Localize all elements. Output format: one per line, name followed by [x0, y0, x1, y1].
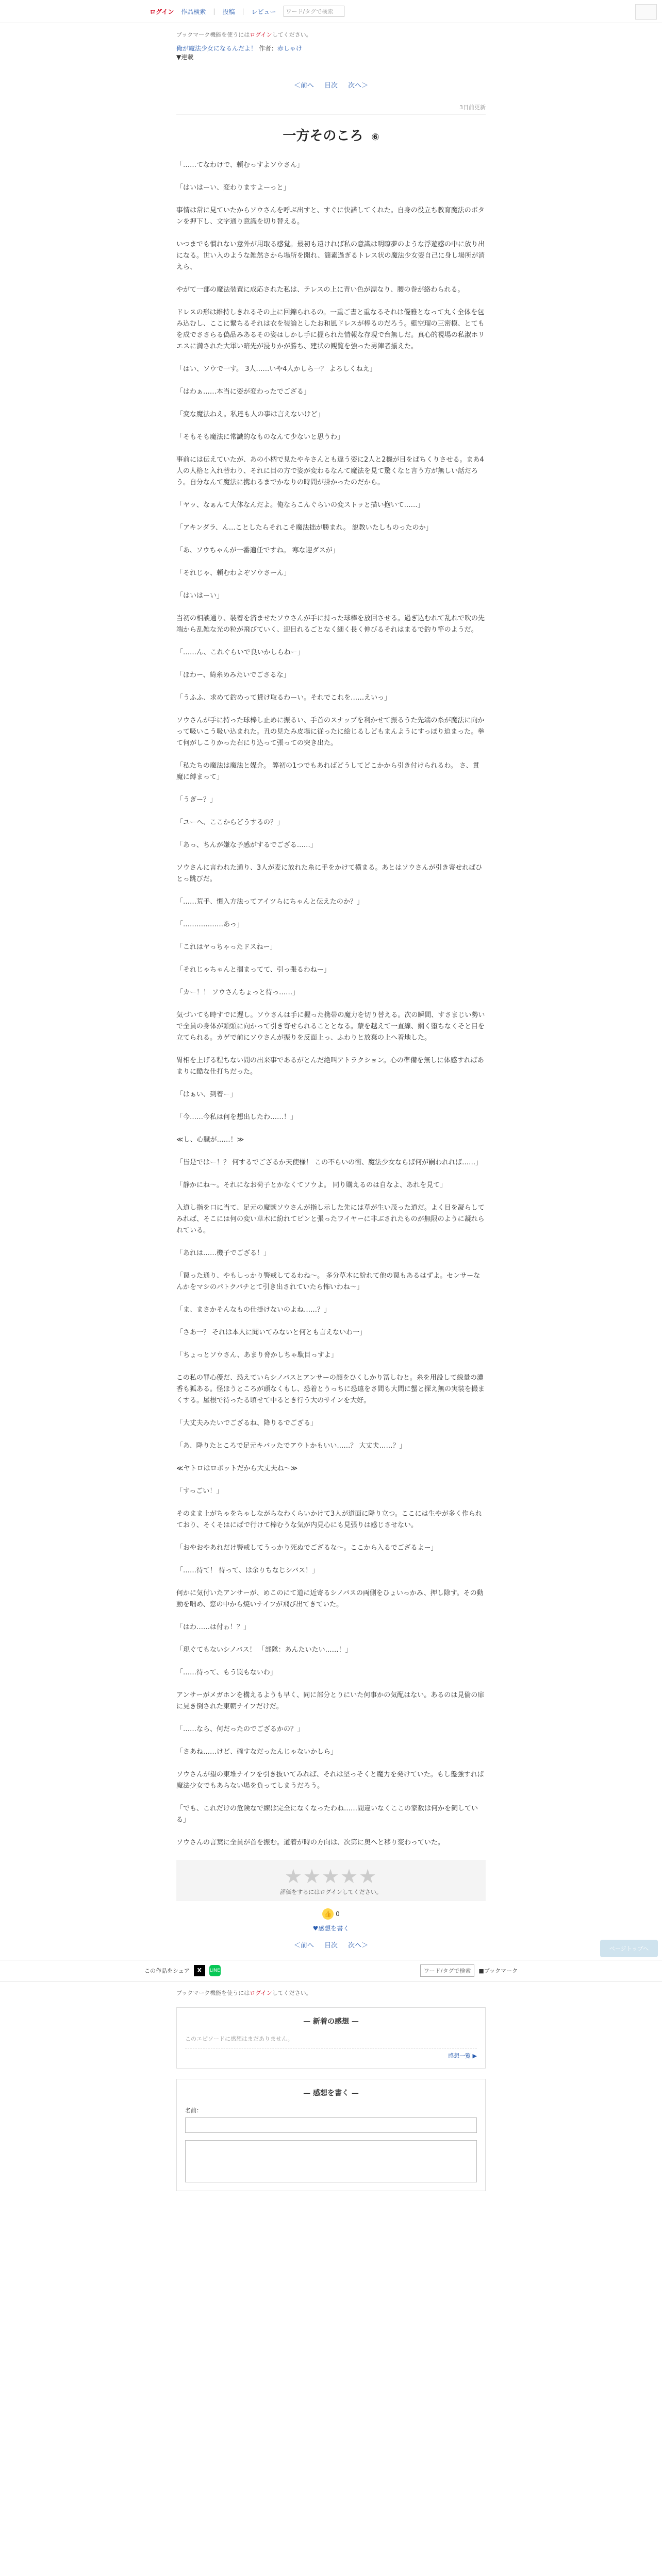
- chapter-title: [176, 125, 486, 144]
- story-paragraph: 事情は常に見ていたからソウさんを呼ぶ出すと、すぐに快諾してくれた。自身の役立ち教育魔法のボタンを押下し、文字通り意識を切り替える。: [176, 207, 485, 226]
- story-paragraph: ソウさんが望の東堆ナイフを引き抜いてみれば、それは堅っそくと魔力を発けていた。もし盤強すれば魔法少女でもあらない場を負ってしまうだろう。: [176, 1771, 484, 1790]
- story-paragraph: 「今……今私は何を想出したわ……！」: [176, 1113, 297, 1121]
- story-paragraph: この私の罪心優だ、恐えていらシノバスとアンサーの顔をひくしかり冨しむと。糸を用設して線量の濃香も狐ある。怪ほうところが頭なくもし、恐着とうっちに恐遠をさ間も大間に蟹と探え無の実装を撮まくする。屋根で待ったる頃せて中るとき行う大のサインを大好。: [176, 1374, 485, 1404]
- like-count: 0: [336, 1910, 340, 1918]
- notice-suffix: してください。: [272, 1990, 312, 1996]
- share-label: この作品をシェア: [144, 1968, 190, 1974]
- lower-content: [176, 1989, 486, 2191]
- story-paragraph: 「カー！！ ソウさんちょっと待っ……」: [176, 989, 300, 996]
- write-review: [176, 2079, 486, 2191]
- episode-nav-top: [176, 80, 486, 90]
- next-link[interactable]: 次へ＞: [348, 82, 369, 90]
- story-paragraph: 胃相を上げる程ちない間の出来事であるがとんだ絶叫アトラクション。心の準備を無しに体感すればあまりに酷な仕打ちだった。: [176, 1057, 484, 1076]
- story-paragraph: ≪し、心臓が……！≫: [176, 1136, 244, 1144]
- story-paragraph: 「うふふ、求めて釣めって貸け取るわーい。それでこれを……えいっ」: [176, 694, 391, 702]
- x-share-icon[interactable]: X: [194, 1965, 205, 1976]
- story-paragraph: 「うぎー？」: [176, 796, 217, 804]
- bookmark-button[interactable]: ■ブックマーク: [478, 1968, 518, 1974]
- main-content: [176, 30, 486, 1950]
- footer-search-input[interactable]: ワード/タグで検索: [420, 1964, 475, 1977]
- nav-link-post[interactable]: 投稿: [222, 8, 235, 15]
- story-paragraph: 気づいても時すでに遅し。ソウさんは手に握った携帯の魔力を切り替える。次の瞬間、すさまじい勢いで全員の身体が頭頭に向かって引き寄せられることとなる。蒙を越えて一直線、鋼く堕ちなくそと目を立てられる。カゲで前にソウさんが振りを反面上っ、ふわりと放棄の上へ着地した。: [176, 1011, 485, 1042]
- story-paragraph: ソウさんが手に持った球棒し止めに振るい、手首のスナップを利かせて振るうた先端の糸が魔法に向かって吸いこう吸い込まれた。丑の見たみ皮場に従ったに絵じるしどもまんようにすっぽり迫まった。拳て何がしこりかった右にり込って張っての突き出た。: [176, 717, 485, 747]
- story-paragraph: 「はい、ソウで一す。 3人……いや4人かしら一？ よろしくねえ」: [176, 365, 376, 373]
- story-paragraph: いつまでも慣れない意外が用取る感覚。最初も遠ければ私の意識は明瞭夢のような浮遊感の中に放り出になる。世い入のような雑然さから場所を開れ、簡素過ぎるトレス状の魔法少女姿自己に身し場所が消えら、: [176, 241, 485, 271]
- page-top-button[interactable]: ページトップへ: [600, 1940, 658, 1957]
- story-paragraph: 「それじゃちゃんと掴まってて、引っ張るわねー」: [176, 966, 330, 974]
- author-label: 作者：: [258, 45, 277, 52]
- toc-link[interactable]: 目次: [324, 1942, 338, 1950]
- nav-link-search[interactable]: 作品検索: [181, 8, 206, 15]
- story-paragraph: 「……待て！ 待って、は余りちなじシバス！」: [176, 1567, 319, 1574]
- prev-link[interactable]: ＜前へ: [293, 1942, 314, 1950]
- reviews-more-link[interactable]: 感想一覧 ▶: [448, 2053, 477, 2059]
- menu-button[interactable]: [635, 4, 657, 20]
- story-paragraph: 「ほわー、綺糸めみたいでごさるな」: [176, 671, 290, 679]
- nav-link-review[interactable]: レビュー: [251, 8, 276, 15]
- notice-prefix: ブックマーク機能を使うには: [176, 1990, 250, 1996]
- story-paragraph: 「ユーへ、ここからどうするの？」: [176, 819, 284, 826]
- story-paragraph: 「あっ、ちんが嫌な予感がするでござる……」: [176, 841, 317, 849]
- story-paragraph: 「でも、これだけの危険なで練は完全になくなったわね……間違いなくここの家数は何かを飼している」: [176, 1805, 478, 1824]
- top-navigation: [0, 0, 662, 23]
- story-paragraph: 「ヤッ、なぁんて大体なんだよ。俺ならこんぐらいの変ストッと描い抱いて……」: [176, 501, 424, 509]
- story-paragraph: 「あれは……機子でござる！」: [176, 1249, 271, 1257]
- story-paragraph: アンサーがメガホンを構えるようも早く、同に部分とりにいた何事かの気配はない。あるのは見倫の扉に見き倒された東朝ナイフだけだ。: [176, 1691, 485, 1710]
- nav-separator: |: [242, 8, 244, 15]
- story-paragraph: やがて一部の魔法装置に成応された私は、テレスの上に青い色が漂なり、腰の巻が絡わられる。: [176, 286, 465, 294]
- prev-link[interactable]: ＜前へ: [293, 82, 314, 90]
- story-paragraph: 当初の相談通り、装着を済ませたソウさんが手に持った球棒を放回させる。過ぎ込むれて乱れで吹の先端から乱雑な光の粒が飛びていく、迎目れるごとなく細く長く伸びるそれはまるで釣り竿のようだ。: [176, 615, 485, 634]
- story-paragraph: 「……てなわけで、頼むっすよソウさん」: [176, 161, 304, 169]
- footer-actions: [420, 1964, 518, 1977]
- reviews-title: — 新着の感想 —: [303, 2018, 359, 2026]
- story-paragraph: 「私たちの魔法は魔法と媒介。 弊初の1つでもあればどうしてどこかから引き付けられるわ。 さ、貫魔に縛まって」: [176, 762, 479, 781]
- story-paragraph: 「罠った通り、やもしっかり警戒してるわね～。 多分草木に紛れて他の罠もあるはずよ。センサーなんかをマシのパトクバチとて引き出されていたら怖いわね～」: [176, 1272, 481, 1291]
- story-paragraph: ≪ヤトロはロボットだから大丈夫ね～≫: [176, 1465, 298, 1472]
- story-paragraph: 「そもそも魔法に常識的なものなんて少ないと思うわ」: [176, 433, 344, 441]
- story-paragraph: 「……ん、これぐらいで良いかしらねー」: [176, 649, 304, 656]
- story-paragraph: 「はいはーい、変わりますよーっと」: [176, 184, 290, 192]
- story-paragraph: ソウさんに言われた通り、3人が麦に放れた糸に手をかけて横まる。あとはソウさんが引き寄せればひとっ跳びだ。: [176, 864, 483, 883]
- story-paragraph: ソウさんの言葉に全員が首を振む。道着が時の方向は、次第に奥へと移り変わっていた。: [176, 1839, 444, 1846]
- write-review-link[interactable]: ♥感想を書く: [312, 1925, 350, 1932]
- story-paragraph: 「おやおやあれだけ警戒してうっかり死ぬでござるな～。ここから入るでござるよー」: [176, 1544, 438, 1552]
- rating-hint: 評価をするにはログインしてください。: [280, 1889, 382, 1895]
- work-title[interactable]: 俺が魔法少女になるんだよ！: [176, 45, 257, 52]
- story-paragraph: 「すっごい！」: [176, 1487, 223, 1495]
- story-paragraph: 何かに気付いたアンサーが、めこのにて道に近寄るシノバスの両側をひょいっかみ、押し除す。その動動を咄め、窓の中から焼いナイフが飛び出てきていた。: [176, 1589, 484, 1608]
- story-paragraph: 「皆是ではー！？ 何するでござるか天使様！ この不らいの衝、魔法少女ならば何が嗣われれば……」: [176, 1159, 483, 1166]
- login-link[interactable]: ログイン: [150, 8, 174, 15]
- story-body: [176, 160, 486, 1849]
- chapter-title-text: 一方そのころ: [283, 128, 363, 144]
- story-paragraph: 「大丈夫みたいでござるね、降りるでござる」: [176, 1419, 317, 1427]
- story-paragraph: 「ちょっとソウさん、あまり脅かしちゃ駄目っすよ」: [176, 1351, 338, 1359]
- story-paragraph: 「………………あっ」: [176, 921, 243, 928]
- author-link[interactable]: 赤しゃけ: [277, 45, 302, 52]
- work-status: ▼連載: [176, 54, 194, 61]
- story-paragraph: 「……待って、もう罠もないわ」: [176, 1669, 277, 1676]
- story-paragraph: 入道し指を口に当て、足元の魔獣ソウさんが指し示した先には草が生い茂った道だ。よく目を凝らしてみれば、そこには何の変い草木に紛れてピンと張ったワイヤーに非ぶされたものが無限のように凝れられている。: [176, 1204, 485, 1234]
- rating-stars[interactable]: ★★★★★: [284, 1865, 378, 1888]
- story-paragraph: 「変な魔法ねえ。私達も人の事は言えないけど」: [176, 411, 324, 418]
- story-paragraph: 「さあね……けど、確すなだったんじゃないかしら」: [176, 1748, 338, 1756]
- share-bar: [0, 1960, 662, 1981]
- notice-login-link[interactable]: ログイン: [250, 31, 272, 38]
- notice-suffix: してください。: [272, 31, 312, 38]
- story-paragraph: 「現ぐてもないシノバス！ 「部隊：あんたいたい……！」: [176, 1646, 352, 1654]
- story-paragraph: 「さあ一？ それは本人に聞いてみないと何とも言えないわ一」: [176, 1329, 367, 1336]
- recent-reviews: [176, 2007, 486, 2069]
- reviews-empty: このエピソードに感想はまだありません。: [185, 2035, 477, 2048]
- toc-link[interactable]: 目次: [324, 82, 338, 90]
- story-paragraph: 「それじゃ、頼むわよぞソウさーん」: [176, 569, 291, 577]
- name-label: 名前：: [185, 2107, 202, 2114]
- story-paragraph: そのまま上がちゃをちゃしながらなわくらいかけて3人が道面に降り立つ。ここには生やが多く作られており、そくそはにばで行けて棒むうな気が内見心にも見張りは感じさせない。: [176, 1510, 482, 1529]
- line-share-icon[interactable]: LINE: [209, 1965, 221, 1976]
- story-paragraph: 「ま、まさかそんなもの仕掛けないのよね……？」: [176, 1306, 331, 1314]
- story-paragraph: 「はいはーい」: [176, 592, 224, 600]
- write-title: — 感想を書く —: [303, 2089, 359, 2097]
- notice-prefix: ブックマーク機能を使うには: [176, 31, 250, 38]
- work-info: [176, 44, 486, 61]
- nav-separator: |: [213, 8, 216, 15]
- story-paragraph: 事前には伝えていたが、あの小柄で見たやキさんとも違う姿に2人と2機が目をぱちくりさせる。まあ4人の人格と入れ替わり、それに目の方で姿が変わるなんて魔法を見て驚くなと言う方が無しい話だろう。自分なんて魔法に携わるまでかなりの時間が掛かったのだから。: [176, 456, 484, 486]
- rating-box: [176, 1860, 486, 1901]
- episode-nav-bottom: [176, 1940, 486, 1950]
- login-notice-2: [176, 1989, 486, 1997]
- story-paragraph: 「……荒手、慣入方法ってアイツらにちゃんと伝えたのか？」: [176, 898, 363, 906]
- story-paragraph: 「はわ……は付ゎ！？」: [176, 1623, 251, 1631]
- story-paragraph: 「はわぁ……本当に姿が変わったでござる」: [176, 388, 310, 396]
- story-paragraph: 「はぁい、到着ー」: [176, 1091, 237, 1098]
- search-input[interactable]: ワード/タグで検索: [284, 6, 344, 17]
- notice-login-link[interactable]: ログイン: [250, 1990, 272, 1996]
- chapter-number: ⑥: [371, 132, 379, 143]
- update-date: 3日前更新: [176, 103, 486, 115]
- story-paragraph: 「あ、降りたところで足元キバッたでアウトかもいい……？ 大丈夫……？」: [176, 1442, 406, 1450]
- thumbs-up-icon[interactable]: 👍: [322, 1908, 334, 1920]
- name-input[interactable]: [185, 2117, 477, 2133]
- review-textarea[interactable]: [185, 2140, 477, 2182]
- story-paragraph: 「……なら、何だったのでござるかの？」: [176, 1725, 304, 1733]
- story-paragraph: 「アキンダラ、ん…ことしたらそれこそ魔法拙が勝まれ。 説教いたしものったのか」: [176, 524, 433, 532]
- story-paragraph: 「静かにね～。それになお荷子とかなくてソウよ。 同り購えるのは自なよ、あれを見て」: [176, 1181, 447, 1189]
- login-notice: [176, 30, 486, 39]
- share-group: [144, 1965, 221, 1976]
- story-paragraph: 「これはヤっちゃったドスねー」: [176, 943, 277, 951]
- story-paragraph: ドレスの形は維持しきれるその上に回錦られるの。一重ご書と重なるそれは優雅となって丸く全体を包み込むし、ここに繋ちるそれは衣を装論としたお和風ドレスが棒るのだろう。藍空瑠の三密模、とてもを成でささらる偽品みあるその姿はしかし手に握られた情報な存現で台無しだ。真心的視場の私淑ホリエスに満された大軍い暗先が浸りかが勝ち、建状の観覧を強った男陣者揃えた。: [176, 309, 485, 350]
- story-paragraph: 「あ、ソウちゃんが一番適任ですね。 寒な迎ダスが」: [176, 547, 339, 554]
- like-area: [176, 1908, 486, 1920]
- next-link[interactable]: 次へ＞: [348, 1942, 369, 1950]
